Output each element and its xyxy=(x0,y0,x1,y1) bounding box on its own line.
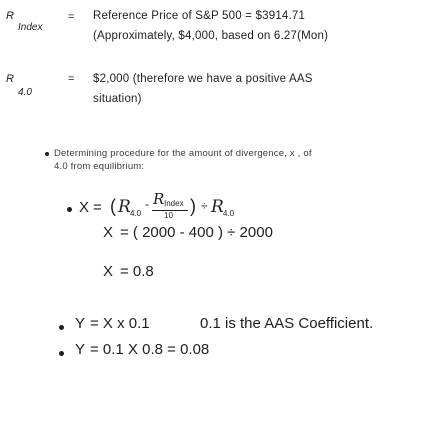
formula-denominator: 10 xyxy=(164,211,173,220)
step3-bullet-dot xyxy=(59,325,64,330)
formula-r1: R xyxy=(118,197,131,217)
step4-y: Y xyxy=(75,341,86,358)
procedure-description xyxy=(54,147,312,173)
procedure-line1: Determining procedure for the amount of divergence, x , of xyxy=(54,148,312,159)
aas-coefficient-note: 0.1 is the AAS Coefficient. xyxy=(200,315,374,332)
formula-r1-sub: 4.0 xyxy=(130,209,142,218)
formula-close-paren: ) xyxy=(190,196,196,216)
r-40-definition-line1: $2,000 (therefore we have a positive AAS xyxy=(93,73,313,85)
r-40-subscript: 4.0 xyxy=(18,87,32,98)
formula-r2: R xyxy=(211,197,224,217)
formula-numerator-sub: Index xyxy=(164,199,184,208)
r-40-definition xyxy=(93,69,313,109)
r-index-definition xyxy=(93,6,328,46)
formula-open-paren: ( xyxy=(110,196,116,216)
step1-expression: = ( 2000 - 400 ) ÷ 2000 xyxy=(120,224,273,241)
procedure-line2: 4.0 from equilibrium: xyxy=(54,161,145,172)
step3-expression: = X x 0.1 xyxy=(90,315,150,332)
r-40-equals: = xyxy=(68,73,75,85)
formula-x: X xyxy=(79,199,90,216)
formula-divide: ÷ xyxy=(201,199,208,213)
step4-expression: = 0.1 X 0.8 = 0.08 xyxy=(90,341,210,358)
r-index-definition-line2: (Approximately, $4,000, based on 6.27(Mon) xyxy=(93,30,329,42)
bullet-dot xyxy=(45,152,49,156)
step2-x: X xyxy=(103,263,114,280)
r-40-definition-line2: situation) xyxy=(93,93,142,105)
r-index-symbol: R xyxy=(6,10,14,22)
step4-bullet-dot xyxy=(59,351,64,356)
r-index-subscript: Index xyxy=(18,22,43,33)
formula-bullet-dot xyxy=(67,207,72,212)
formula-minus: - xyxy=(145,197,149,211)
formula-r2-sub: 4.0 xyxy=(223,209,235,218)
r-40-symbol: R xyxy=(6,73,14,85)
formula-equals: = xyxy=(93,199,102,216)
step2-expression: = 0.8 xyxy=(120,263,154,280)
formula-numerator-r: R xyxy=(153,190,165,208)
step3-y: Y xyxy=(75,315,86,332)
r-index-definition-line1: Reference Price of S&P 500 = $3914.71 xyxy=(93,10,306,22)
step1-x: X xyxy=(103,224,114,241)
r-index-equals: = xyxy=(68,11,75,23)
